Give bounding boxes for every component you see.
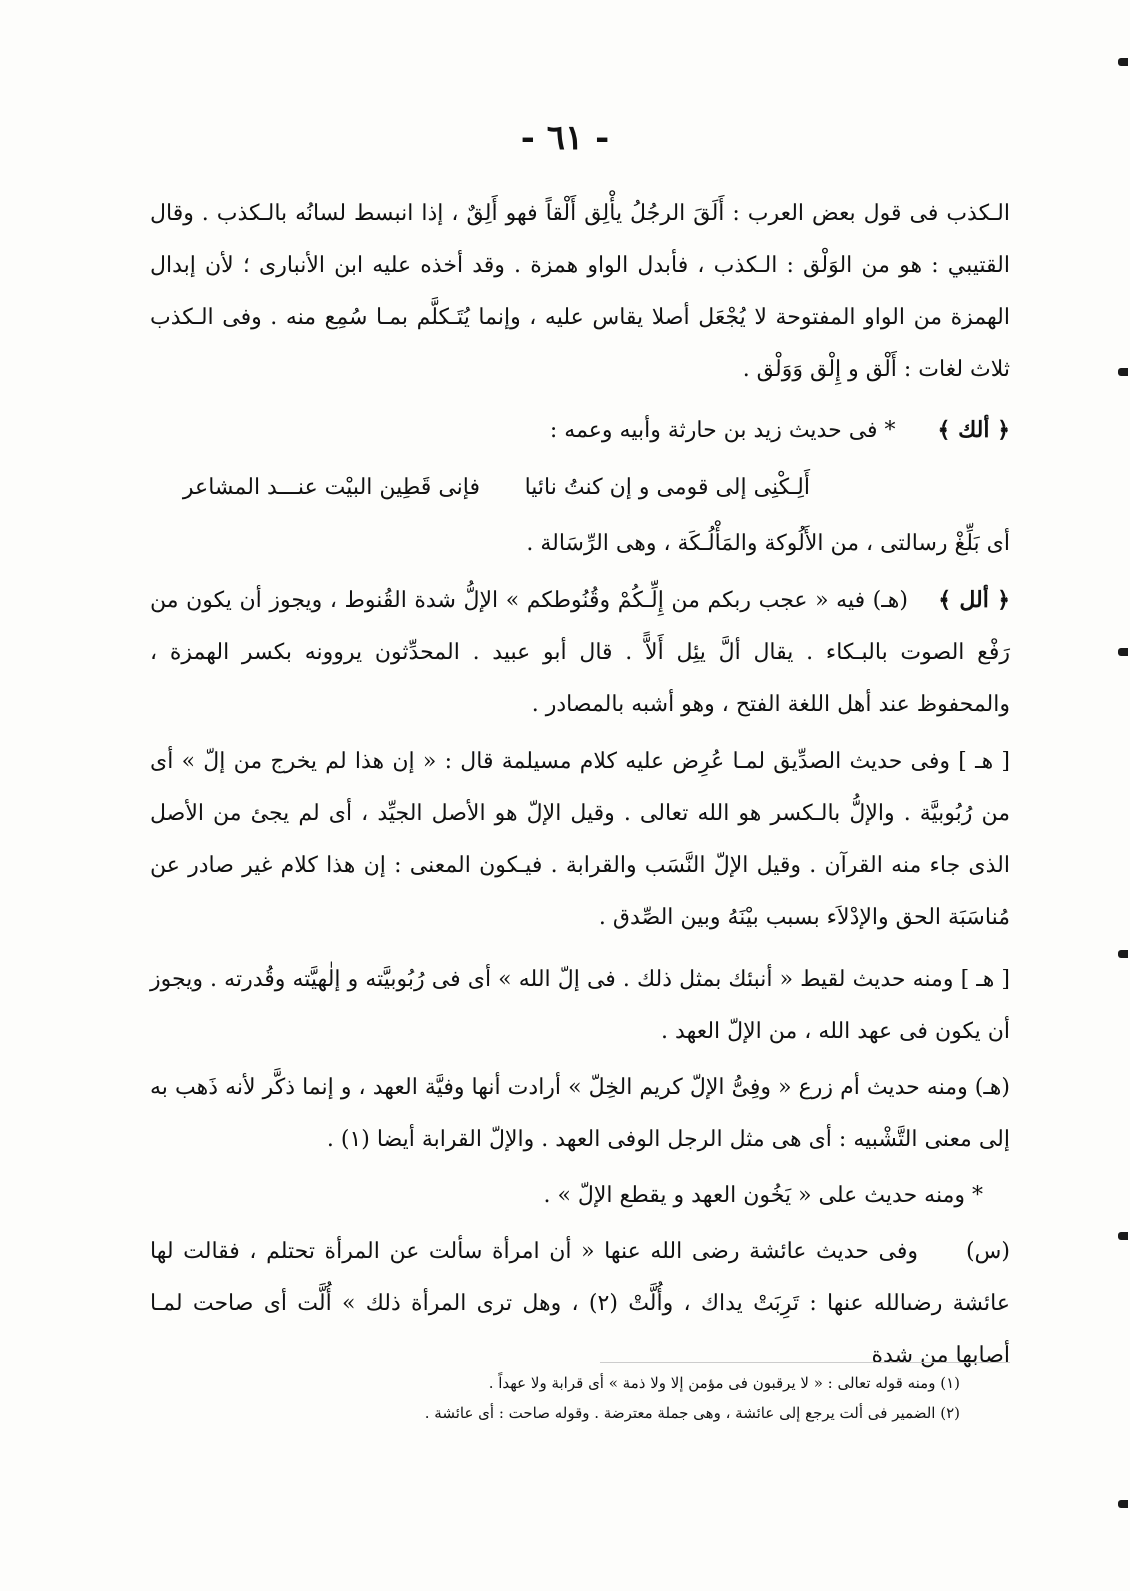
paragraph-text: الـكذب فى قول بعض العرب : أَلَقَ الرجُلُ يأْلِق أَلْقاً فهو أَلِقٌ ، إذا انبسط لسانُه بالـكذب . وقال القتيبي : هو من الوَلْق : الـكذب ، فأبدل الواو همزة . وقد أخذه عليه ابن الأنبارى ؛ لأن إبدال الهمزة من الواو المفتوحة لا يُجْعَل أصلا يقاس عليه ، وإنما يُتَـكلَّم بمـا سُمِع منه . وفى الـكذب ثلاث لغات : أَلْق و إِلْق وَوَلْق . xyxy=(150,201,1010,382)
poetry-verse xyxy=(150,462,1010,514)
paragraph xyxy=(150,1062,1010,1166)
paragraph xyxy=(150,1170,1010,1222)
paragraph xyxy=(150,518,1010,570)
paragraph-marker: * xyxy=(972,1183,983,1208)
paragraph xyxy=(150,1226,1010,1382)
scan-edge-mark xyxy=(1118,1500,1128,1508)
paragraph-marker: [ هـ ] xyxy=(960,967,1010,992)
entry-head: ﴿ ألك ﴾ xyxy=(937,417,1010,443)
entry-alk xyxy=(150,404,1010,457)
footnote-divider xyxy=(600,1362,1010,1363)
scan-edge-mark xyxy=(1118,58,1128,66)
footnote-1: (١) ومنه قوله تعالى : « لا يرقبون فى مؤمن إلا ولا ذمة » أى قرابة ولا عهداً . xyxy=(488,1374,960,1392)
paragraph-marker: (هـ) xyxy=(974,1075,1010,1100)
entry-head: ﴿ ألل ﴾ xyxy=(938,587,1010,613)
scan-edge-mark xyxy=(1118,648,1128,656)
scan-edge-mark xyxy=(1118,950,1128,958)
paragraph xyxy=(150,188,1010,396)
scan-edge-mark xyxy=(1118,1232,1128,1240)
paragraph-text: * فى حديث زيد بن حارثة وأبيه وعمه : xyxy=(549,418,896,443)
entry-all xyxy=(150,574,1010,731)
paragraph-text: ومنه حديث لقيط « أنبئك بمثل ذلك . فى إلّ الله » أى فى رُبُوبيَّته و إلٰهيَّته وقُدرته . ويجوز أن يكون فى عهد الله ، من الإلّ العهد . xyxy=(150,967,1010,1044)
footnotes xyxy=(300,1368,960,1428)
paragraph-text: ومنه حديث أم زرع « وفِىُّ الإلّ كريم الخِلّ » أرادت أنها وفيَّة العهد ، و إنما ذكَّر لأنه ذَهب به إلى معنى التَّشْبيه : أى هى مثل الرجل الوفى العهد . والإلّ القرابة أيضا (١) . xyxy=(150,1075,1010,1152)
verse-first-hemistich: أَلِـكْنِى إلى قومى و إن كنتُ نائيا xyxy=(524,475,810,500)
paragraph-text: (هـ) فيه « عجب ربكم من إِلِّـكُمْ وقُنُوطكم » الإلُّ شدة القُنوط ، ويجوز أن يكون من رَفْع الصوت بالبـكاء . يقال ألَّ يئِل أَلاًّ . قال أبو عبيد . المحدِّثون يروونه بكسر الهمزة ، والمحفوظ عند أهل اللغة الفتح ، وهو أشبه بالمصادر . xyxy=(150,588,1010,717)
paragraph-marker: (س) xyxy=(965,1239,1010,1264)
paragraph-text: وفى حديث عائشة رضى الله عنها « أن امرأة سألت عن المرأة تحتلم ، فقالت لها عائشة رضىالله عنها : تَرِبَتْ يداك ، وأُلَّتْ (٢) ، وهل ترى المرأة ذلك » أُلَّت أى صاحت لمـا أصابها من شدة xyxy=(150,1239,1010,1368)
footnote-2: (٢) الضمير فى ألت يرجع إلى عائشة ، وهى جملة معترضة . وقوله صاحت : أى عائشة . xyxy=(424,1404,960,1422)
page-number: - ٦١ - xyxy=(520,118,610,158)
verse-second-hemistich: فإنى قَطِين البيْت عنـــد المشاعر xyxy=(182,475,480,500)
scan-edge-mark xyxy=(1118,368,1128,376)
paragraph xyxy=(150,954,1010,1058)
paragraph-text: وفى حديث الصدِّيق لمـا عُرِض عليه كلام مسيلمة قال : « إن هذا لم يخرج من إلّ » أى من رُبُوبيَّة . والإلُّ بالـكسر هو الله تعالى . وقيل الإلّ هو الأصل الجيِّد ، أى لم يجئ من الأصل الذى جاء منه القرآن . وقيل الإلّ النَّسَب والقرابة . فيـكون المعنى : إن هذا كلام غير صادر عن مُناسَبَة الحق والإدْلاَء بسبب بيْنَهُ وبين الصِّدق . xyxy=(150,749,1010,930)
paragraph xyxy=(150,736,1010,944)
paragraph-marker: [ هـ ] xyxy=(958,749,1010,774)
paragraph-text: أى بَلِّغْ رسالتى ، من الأَلُوكة والمَأْلُـكَة ، وهى الرِّسَالة . xyxy=(526,531,1010,556)
paragraph-text: ومنه حديث على « يَخُون العهد و يقطع الإلّ » . xyxy=(543,1183,965,1208)
